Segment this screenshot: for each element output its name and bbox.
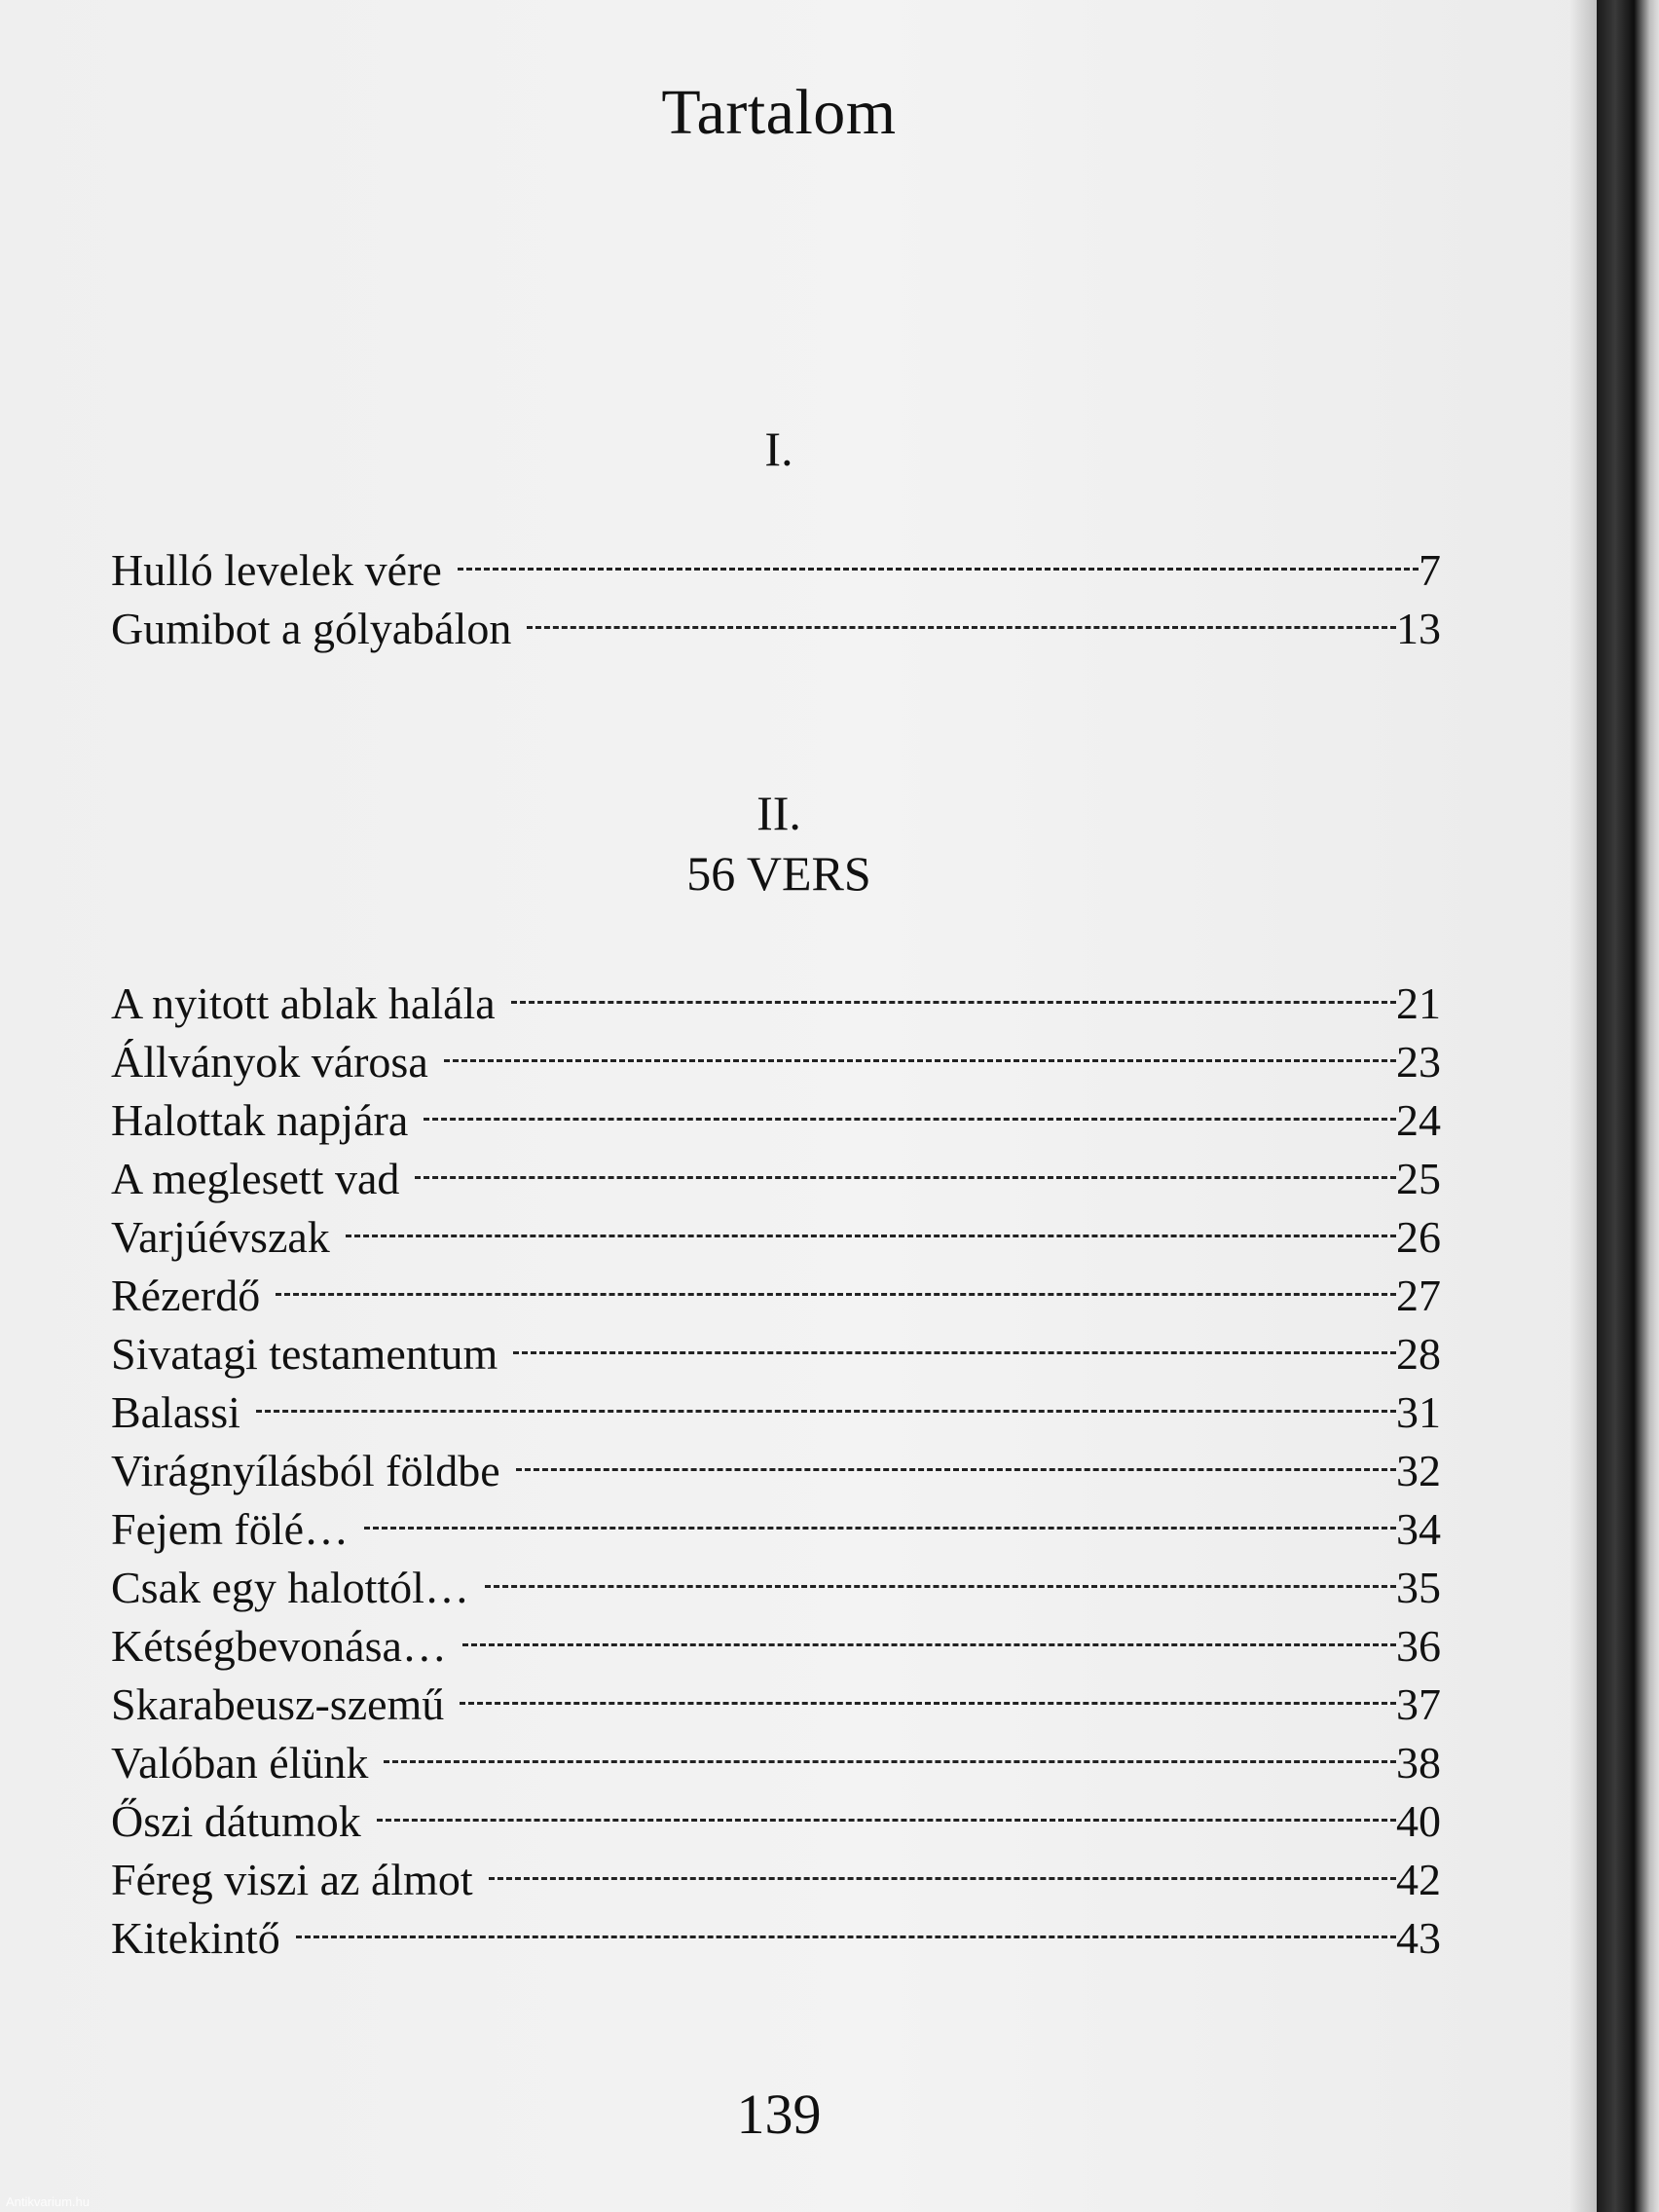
toc-entry-page: 23: [1396, 1037, 1441, 1087]
toc-entry-title: Állványok városa: [111, 1037, 428, 1087]
toc-entry-title: Halottak napjára: [111, 1095, 409, 1145]
toc-entry: [111, 1032, 1441, 1090]
dot-leader: [364, 1499, 1396, 1544]
toc-entry-page: 43: [1396, 1913, 1441, 1963]
toc-entry-page: 38: [1396, 1738, 1441, 1788]
toc-entry: [111, 1382, 1441, 1441]
toc-entry-page: 25: [1396, 1154, 1441, 1203]
toc-entry: [111, 974, 1441, 1032]
toc-entry: [111, 1324, 1441, 1382]
toc-entry-page: 31: [1396, 1387, 1441, 1437]
dot-leader: [458, 540, 1419, 585]
toc-entry-page: 26: [1396, 1212, 1441, 1262]
toc-entry-title: Fejem fölé…: [111, 1504, 349, 1554]
toc-entry-page: 13: [1396, 604, 1441, 653]
section-2-subtitle: 56 VERS: [686, 846, 871, 901]
toc-entry-page: 40: [1396, 1796, 1441, 1846]
toc-entry-page: 32: [1396, 1446, 1441, 1495]
toc-entry-title: Kitekintő: [111, 1913, 280, 1963]
toc-entry: [111, 540, 1441, 599]
dot-leader: [377, 1791, 1396, 1836]
section-2-heading: II.: [756, 786, 801, 840]
toc-entry-page: 7: [1419, 545, 1441, 595]
dot-leader: [485, 1558, 1396, 1603]
dot-leader: [415, 1149, 1396, 1194]
toc-entry-title: Hulló levelek vére: [111, 545, 442, 595]
toc-entry: [111, 1441, 1441, 1499]
toc-entry-title: Virágnyílásból földbe: [111, 1446, 500, 1495]
toc-entry-title: Sivatagi testamentum: [111, 1329, 498, 1379]
toc-entry-page: 24: [1396, 1095, 1441, 1145]
toc-entry-title: A meglesett vad: [111, 1154, 400, 1203]
section-2-toc: [111, 974, 1441, 1967]
dot-leader: [460, 1675, 1396, 1719]
toc-entry-page: 21: [1396, 978, 1441, 1028]
toc-entry-page: 36: [1396, 1621, 1441, 1671]
toc-entry: [111, 599, 1441, 657]
toc-entry-page: 35: [1396, 1563, 1441, 1612]
section-1-toc: [111, 540, 1441, 657]
dot-leader: [384, 1733, 1396, 1778]
toc-entry: [111, 1149, 1441, 1207]
toc-entry: [111, 1090, 1441, 1149]
dot-leader: [296, 1908, 1396, 1953]
toc-entry-title: A nyitott ablak halála: [111, 978, 496, 1028]
toc-entry-page: 42: [1396, 1855, 1441, 1904]
toc-entry-title: Skarabeusz-szemű: [111, 1679, 445, 1729]
toc-entry-page: 34: [1396, 1504, 1441, 1554]
toc-entry-title: Valóban élünk: [111, 1738, 369, 1788]
toc-entry-page: 27: [1396, 1271, 1441, 1320]
book-binding: [1597, 0, 1659, 2212]
page-title: Tartalom: [661, 77, 897, 148]
toc-entry-title: Kétségbevonása…: [111, 1621, 447, 1671]
toc-entry: [111, 1675, 1441, 1733]
toc-entry-page: 37: [1396, 1679, 1441, 1729]
toc-entry-title: Varjúévszak: [111, 1212, 330, 1262]
toc-entry-title: Rézerdő: [111, 1271, 261, 1320]
dot-leader: [513, 1324, 1396, 1369]
dot-leader: [516, 1441, 1396, 1486]
dot-leader: [256, 1382, 1396, 1427]
toc-entry: [111, 1207, 1441, 1266]
toc-entry: [111, 1850, 1441, 1908]
page-gutter-shadow: [1569, 0, 1597, 2212]
dot-leader: [444, 1032, 1396, 1077]
toc-entry-title: Csak egy halottól…: [111, 1563, 469, 1612]
toc-entry-title: Gumibot a gólyabálon: [111, 604, 512, 653]
watermark: Antikvarium.hu: [6, 2194, 90, 2209]
dot-leader: [527, 599, 1396, 644]
toc-entry: [111, 1266, 1441, 1324]
toc-entry: [111, 1616, 1441, 1675]
section-1-heading: I.: [764, 422, 793, 476]
toc-entry: [111, 1908, 1441, 1967]
dot-leader: [489, 1850, 1396, 1895]
toc-entry: [111, 1791, 1441, 1850]
dot-leader: [346, 1207, 1396, 1252]
dot-leader: [276, 1266, 1396, 1310]
toc-entry: [111, 1558, 1441, 1616]
dot-leader: [424, 1090, 1396, 1135]
dot-leader: [462, 1616, 1396, 1661]
toc-entry-title: Féreg viszi az álmot: [111, 1855, 473, 1904]
toc-entry-title: Őszi dátumok: [111, 1796, 361, 1846]
toc-entry: [111, 1733, 1441, 1791]
page-number: 139: [736, 2083, 822, 2146]
toc-entry: [111, 1499, 1441, 1558]
toc-entry-title: Balassi: [111, 1387, 240, 1437]
toc-entry-page: 28: [1396, 1329, 1441, 1379]
dot-leader: [511, 974, 1396, 1018]
